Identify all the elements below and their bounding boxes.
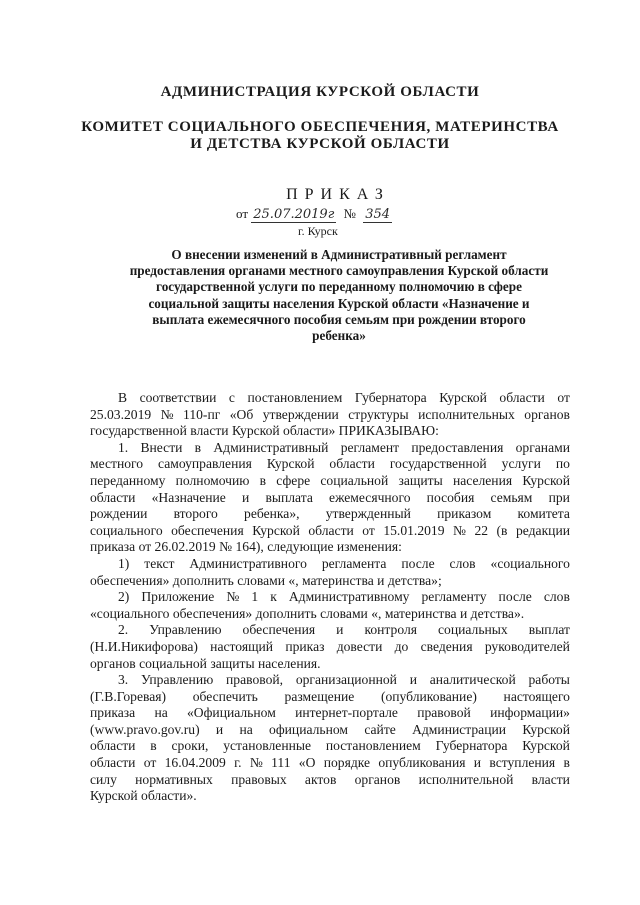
body-word: органов	[524, 406, 570, 422]
body-word: к	[270, 589, 277, 605]
body-word: приказом	[437, 506, 492, 522]
body-word: «О	[298, 755, 316, 771]
body-word: исполнительных	[418, 406, 515, 422]
subject-line: государственной услуги по переданному полномочию в сфере	[156, 279, 522, 295]
body-word: 1)	[118, 555, 130, 571]
body-word: нормативных	[135, 771, 213, 787]
body-word: Курской	[439, 390, 487, 405]
body-word: слов	[543, 589, 570, 605]
body-word: в	[194, 439, 202, 455]
body-word: контроля	[364, 622, 417, 638]
body-word: от	[362, 522, 375, 538]
body-line	[90, 705, 570, 722]
body-word: местного	[90, 456, 144, 472]
body-word: соответствии	[139, 390, 217, 405]
body-word: защиты	[398, 472, 443, 488]
body-word: от	[557, 390, 570, 405]
body-word: обеспечения	[242, 622, 316, 638]
body-word: утверждении	[262, 406, 339, 422]
body-word: государственной	[389, 456, 487, 472]
body-line	[90, 689, 570, 706]
body-word: настоящий	[210, 638, 274, 654]
body-word: В	[118, 390, 128, 405]
body-word: опубликования	[378, 755, 466, 771]
body-line: Курской области».	[90, 788, 197, 804]
body-line	[90, 523, 570, 540]
body-word: правовых	[231, 771, 287, 787]
body-word: Администрации	[412, 721, 507, 737]
body-word: руководителей	[484, 638, 570, 654]
number-label: №	[343, 206, 356, 221]
body-line	[90, 672, 570, 689]
body-word: рождении	[90, 506, 148, 522]
body-word: выплат	[528, 622, 570, 638]
order-subject	[108, 247, 570, 344]
body-word: до	[394, 638, 409, 654]
body-word: (Н.И.Никифорова)	[90, 638, 198, 654]
subject-line: социальной защиты населения Курской области «Назначение и	[148, 295, 530, 311]
body-word: и	[242, 489, 250, 505]
body-word: самоуправления	[158, 456, 252, 472]
body-word: в	[259, 472, 267, 488]
body-word: исполнительной	[418, 771, 514, 787]
body-line	[90, 589, 570, 606]
body-word: №	[226, 589, 240, 605]
body-word: по	[555, 456, 570, 472]
order-date-handwritten: 25.07.2019г	[253, 207, 335, 222]
body-word: силу	[90, 771, 117, 787]
body-line	[90, 473, 570, 490]
order-number-handwritten: 354	[365, 207, 391, 222]
body-word: 15.01.2019	[383, 522, 445, 538]
body-word: Управлению	[149, 622, 222, 638]
body-word: пособия	[426, 489, 475, 505]
body-word: и	[409, 672, 417, 688]
body-word: и	[215, 721, 224, 737]
body-line: органов социальной защиты населения.	[90, 655, 321, 671]
body-word: Курской	[252, 522, 300, 538]
body-word: правовой	[417, 705, 471, 721]
body-line	[90, 556, 570, 573]
body-word: информации»	[490, 705, 570, 721]
subject-line: О внесении изменений в Административный регламент	[171, 247, 507, 262]
body-word: (в	[496, 522, 508, 538]
subject-line: ребенка»	[312, 328, 366, 344]
body-word: после	[401, 555, 435, 571]
body-word: органами	[515, 439, 570, 455]
body-word: ежемесячного	[329, 489, 411, 505]
body-word: регламента	[321, 555, 387, 571]
body-word: 25.03.2019	[90, 406, 152, 422]
body-word: вступления	[489, 755, 556, 771]
body-word: Курской	[266, 456, 315, 472]
body-word: обеспечить	[192, 688, 258, 704]
body-word: интернет-портале	[295, 705, 398, 721]
body-line	[90, 506, 570, 523]
body-word: социальных	[438, 622, 508, 638]
body-word: населения	[452, 472, 513, 488]
body-word: Курской	[522, 721, 570, 737]
body-word: на	[154, 705, 168, 721]
body-word: органов	[354, 771, 401, 787]
body-word: Административному	[288, 589, 410, 605]
committee-title-line-2: И ДЕТСТВА КУРСКОЙ ОБЛАСТИ	[190, 136, 450, 152]
body-word: ребенка»,	[244, 506, 300, 522]
body-word: редакции	[515, 522, 570, 538]
body-line	[90, 772, 570, 789]
body-word: «Назначение	[151, 489, 226, 505]
body-word: Курской	[522, 472, 570, 488]
body-word: комитета	[517, 506, 570, 522]
body-word: (Г.В.Горевая)	[90, 688, 167, 704]
body-line	[90, 390, 570, 407]
body-word: довести	[336, 638, 383, 654]
body-word: регламенту	[421, 589, 487, 605]
body-word: при	[548, 489, 570, 505]
body-word: социальной	[320, 472, 389, 488]
body-line: приказа от 26.02.2019 № 164), следующие изменения:	[90, 539, 402, 555]
body-line	[90, 490, 570, 507]
body-word: области	[308, 522, 354, 538]
body-word: второго	[173, 506, 218, 522]
body-word: с	[228, 390, 235, 405]
body-word: слов	[449, 555, 476, 571]
body-word: 111	[271, 755, 291, 771]
body-word: г.	[234, 755, 242, 771]
body-word: сайте	[364, 721, 396, 737]
body-word: предоставления	[411, 439, 504, 455]
body-word: актов	[304, 771, 337, 787]
body-word: сфере	[276, 472, 311, 488]
body-word: 16.04.2009	[164, 755, 226, 771]
order-title: ПРИКАЗ	[286, 186, 390, 203]
body-word: сведения	[420, 638, 473, 654]
body-line	[90, 407, 570, 424]
subject-line: выплата ежемесячного пособия семьям при рождении второго	[152, 311, 526, 327]
body-word: приказ	[285, 638, 325, 654]
body-word: регламент	[340, 439, 400, 455]
body-word: «Официальном	[187, 705, 276, 721]
body-word: семьям	[490, 489, 533, 505]
body-line: обеспечения» дополнить словами «, материнства и детства»;	[90, 572, 442, 588]
body-word: работы	[528, 672, 570, 688]
body-word: утвержденный	[325, 506, 411, 522]
body-word: Губернатора	[435, 738, 508, 754]
body-word: Приложение	[141, 589, 215, 605]
body-word: текст	[144, 555, 175, 571]
body-word: Курской	[522, 738, 570, 754]
body-word: 1.	[118, 439, 129, 455]
body-word: №	[452, 522, 466, 538]
body-word: обеспечения	[171, 522, 244, 538]
body-word: официальном	[269, 721, 349, 737]
body-word: на	[239, 721, 253, 737]
body-word: области	[90, 489, 136, 505]
body-word: (опубликование)	[380, 688, 477, 704]
body-word: выплата	[265, 489, 313, 505]
body-word: социального	[90, 522, 163, 538]
body-word: 1	[251, 589, 259, 605]
city: г. Курск	[298, 224, 338, 238]
body-line	[90, 622, 570, 639]
body-word: области	[329, 456, 375, 472]
body-word: №	[160, 406, 174, 422]
body-word: установленные	[223, 738, 312, 754]
body-word: «Об	[229, 406, 254, 422]
body-word: аналитической	[429, 672, 516, 688]
body-word: размещение	[284, 688, 355, 704]
body-word: настоящего	[503, 688, 570, 704]
body-word: (www.pravo.gov.ru)	[90, 721, 200, 737]
body-line	[90, 456, 570, 473]
body-word: от	[143, 755, 157, 771]
body-line	[90, 639, 570, 656]
body-word: правовой,	[226, 672, 284, 688]
committee-title-line-1: КОМИТЕТ СОЦИАЛЬНОГО ОБЕСПЕЧЕНИЯ, МАТЕРИНСТВА	[81, 119, 559, 135]
body-word: 3.	[118, 672, 129, 688]
body-word: постановлением	[247, 390, 343, 405]
body-word: сроки,	[171, 738, 209, 754]
order-body	[90, 390, 570, 805]
body-word: приказа	[90, 705, 136, 721]
body-word: Губернатора	[354, 390, 427, 405]
body-word: и	[473, 755, 482, 771]
body-word: постановлением	[325, 738, 421, 754]
order-date-number-line	[236, 206, 392, 222]
body-word: организационной	[295, 672, 397, 688]
body-word: власти	[531, 771, 570, 787]
body-line	[90, 755, 570, 772]
body-word: услуги	[501, 456, 541, 472]
body-word: 22	[474, 522, 489, 538]
body-word: Административного	[189, 555, 307, 571]
body-word: Управлению	[140, 672, 214, 688]
date-prefix: от	[236, 206, 249, 221]
body-word: 110-пг	[183, 406, 221, 422]
body-word: структуры	[348, 406, 409, 422]
body-word: №	[249, 755, 263, 771]
body-word: Административный	[213, 439, 329, 455]
body-word: 2.	[118, 622, 129, 638]
body-line	[90, 738, 570, 755]
body-word: области	[90, 738, 136, 754]
body-line	[90, 440, 570, 457]
body-word: и	[336, 622, 344, 638]
body-word: области	[499, 390, 545, 405]
subject-line: предоставления органами местного самоуправления Курской области	[129, 263, 549, 279]
body-word: Внести	[140, 439, 183, 455]
organization-title: АДМИНИСТРАЦИЯ КУРСКОЙ ОБЛАСТИ	[160, 84, 480, 100]
body-word: «социального	[490, 555, 570, 571]
body-line: «социального обеспечения» дополнить словами «, материнства и детства».	[90, 605, 525, 621]
body-word: в	[563, 755, 570, 771]
body-word: 2)	[118, 589, 130, 605]
body-word: порядке	[323, 755, 371, 771]
body-word: в	[150, 738, 157, 754]
body-word: полномочию	[175, 472, 250, 488]
body-line: государственной власти Курской области» ПРИКАЗЫВАЮ:	[90, 423, 439, 439]
body-word: области	[90, 755, 136, 771]
body-word: переданному	[90, 472, 166, 488]
body-line	[90, 722, 570, 739]
body-word: после	[498, 589, 532, 605]
